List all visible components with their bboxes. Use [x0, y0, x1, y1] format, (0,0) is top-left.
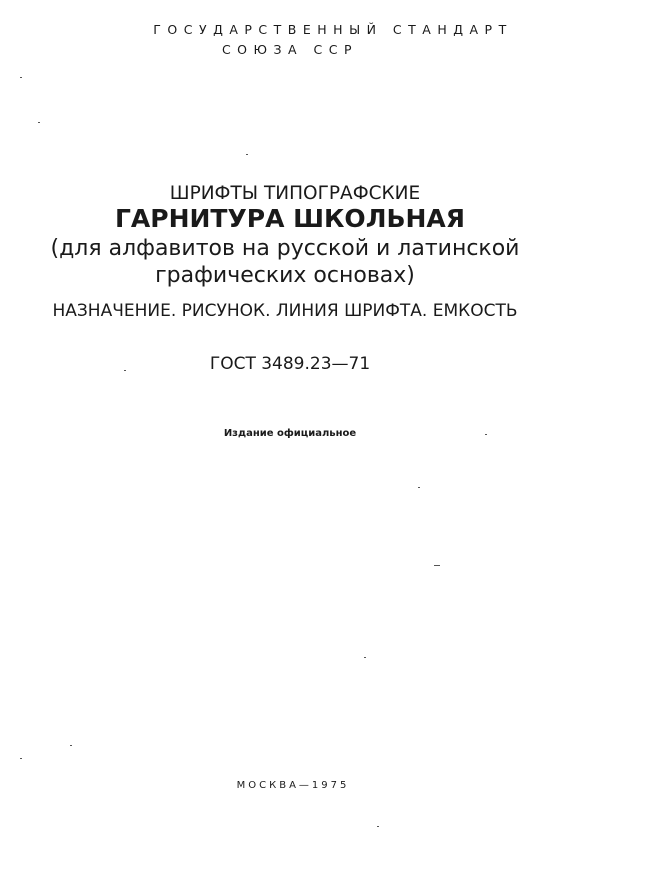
scan-speck: [364, 657, 366, 658]
edition-label: Издание официальное: [223, 428, 357, 439]
scan-speck: [20, 77, 22, 78]
imprint-city-year: МОСКВА—1975: [236, 780, 350, 791]
scan-speck: [485, 434, 487, 435]
header-ussr: СОЮЗА ССР: [221, 42, 359, 57]
scan-speck: [418, 487, 420, 488]
title-line-5: НАЗНАЧЕНИЕ. РИСУНОК. ЛИНИЯ ШРИФТА. ЕМКОСТЬ: [52, 301, 518, 321]
scan-speck: [434, 565, 440, 566]
title-line-4: графических основах): [155, 263, 415, 288]
scan-speck: [377, 826, 379, 827]
standard-number: ГОСТ 3489.23—71: [209, 354, 371, 374]
title-line-3: (для алфавитов на русской и латинской: [50, 236, 520, 261]
scan-speck: [70, 745, 72, 746]
scan-speck: [20, 758, 22, 759]
title-line-1: ШРИФТЫ ТИПОГРАФСКИЕ: [169, 183, 421, 204]
scan-speck: [246, 154, 248, 155]
scan-speck: [124, 370, 126, 371]
header-state-standard: ГОСУДАРСТВЕННЫЙ СТАНДАРТ: [153, 22, 513, 37]
scan-speck: [38, 122, 40, 123]
title-line-2: ГАРНИТУРА ШКОЛЬНАЯ: [114, 204, 466, 233]
